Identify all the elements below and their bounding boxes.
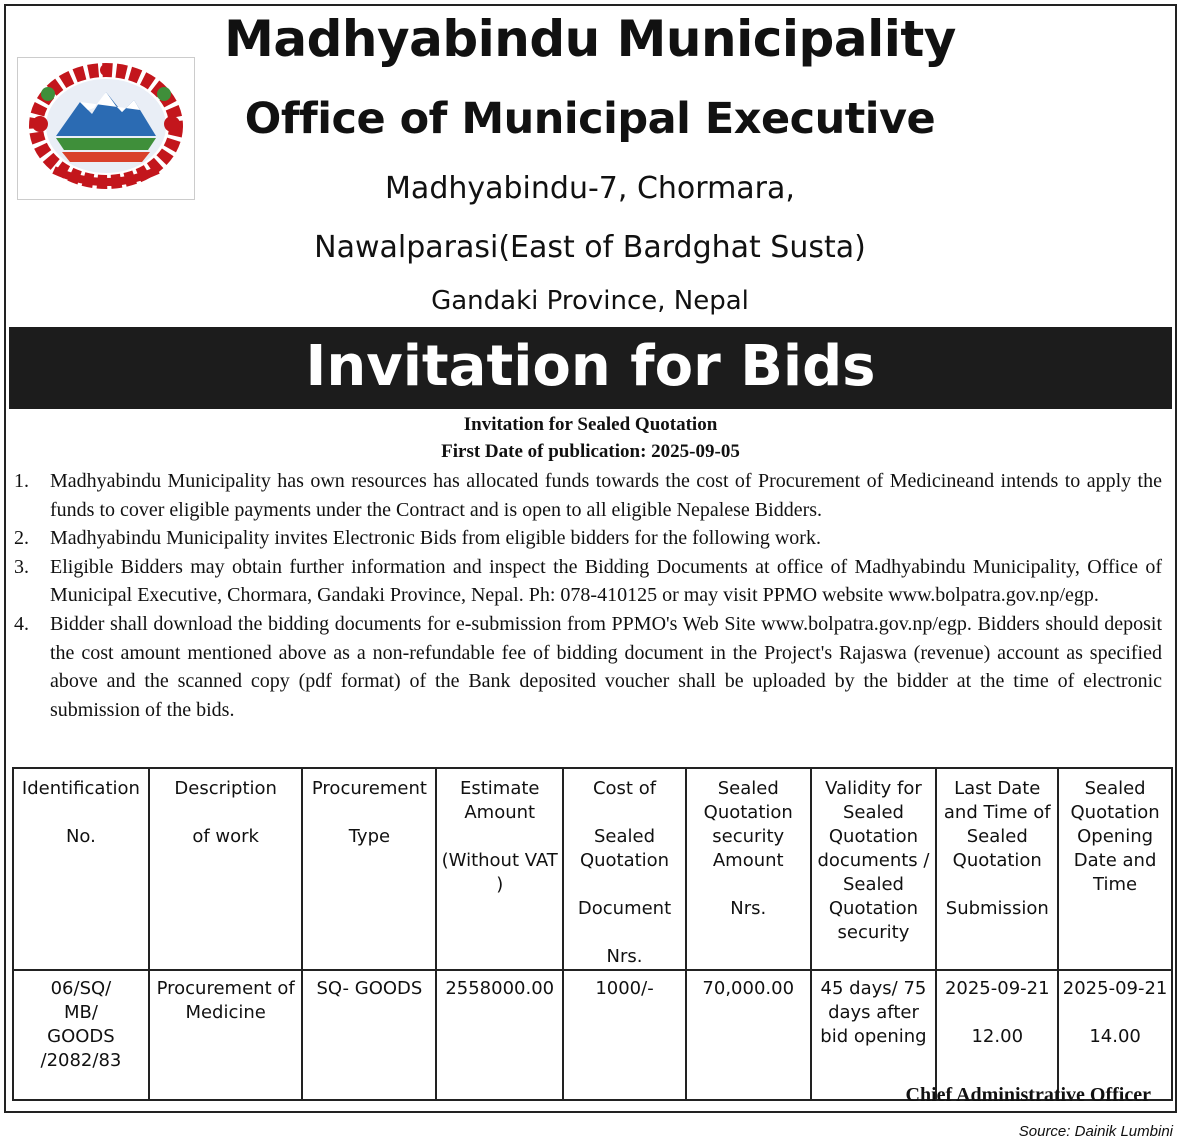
header-opening-date: Sealed Quotation Opening Date and Time <box>1058 768 1172 970</box>
paragraph-item <box>14 610 1162 724</box>
source-credit: Source: Dainik Lumbini <box>1018 1123 1173 1140</box>
notice-subtitle: Invitation for Sealed Quotation <box>463 414 718 435</box>
paragraph-item <box>14 467 1162 524</box>
header-procurement-type: Procurement Type <box>302 768 436 970</box>
header-document-cost: Cost of Sealed Quotation Document Nrs. <box>563 768 686 970</box>
cell-procurement-type: SQ- GOODS <box>302 970 436 1100</box>
cell-identification: 06/SQ/ MB/ GOODS /2082/83 <box>13 970 149 1100</box>
cell-opening-date: 2025-09-21 14.00 <box>1058 970 1172 1100</box>
office-name: Office of Municipal Executive <box>244 94 936 144</box>
paragraph-number: 2. <box>14 527 29 550</box>
paragraph-number: 1. <box>14 470 29 492</box>
signatory-title: Chief Administrative Officer <box>905 1084 1151 1106</box>
header-description: Description of work <box>149 768 303 970</box>
cell-last-date: 2025-09-21 12.00 <box>936 970 1058 1100</box>
cell-validity: 45 days/ 75 days after bid opening <box>811 970 937 1100</box>
bid-details-table <box>12 767 1173 1101</box>
paragraph-text: Madhyabindu Municipality has own resources has allocated funds towards the cost of Procurement of Medicineand intends to apply the funds to cover eligible payments under the Contract and is open to all eligible Nepalese Bidders. <box>50 470 1162 521</box>
cell-document-cost: 1000/- <box>563 970 686 1100</box>
cell-estimate-amount: 2558000.00 <box>436 970 563 1100</box>
table-row <box>13 970 1172 1100</box>
paragraph-text: Madhyabindu Municipality invites Electronic Bids from eligible bidders for the following work. <box>50 527 821 550</box>
paragraph-number: 4. <box>14 612 29 635</box>
paragraph-number: 3. <box>14 555 29 578</box>
header-estimate-amount: Estimate Amount (Without VAT ) <box>436 768 563 970</box>
address-line-3: Gandaki Province, Nepal <box>431 286 749 316</box>
address-line-1: Madhyabindu-7, Chormara, <box>385 171 795 206</box>
paragraph-text: Bidder shall download the bidding documents for e-submission from PPMO's Web Site www.bolpatra.gov.np/egp. Bidders should deposit the cost amount mentioned above as a non-refundable fee of bidding document in the Project's Rajaswa (revenue) account as specified above and the scanned copy (pdf format) of the Bank deposited voucher shall be uploaded by the bidder at the time of electronic submission of the bids. <box>50 612 1162 721</box>
invitation-banner: Invitation for Bids <box>9 327 1172 409</box>
paragraph-item <box>14 524 1162 553</box>
municipality-name: Madhyabindu Municipality <box>224 10 956 68</box>
publication-date: First Date of publication: 2025-09-05 <box>441 441 740 462</box>
notice-paragraphs <box>14 467 1162 724</box>
cell-security-amount: 70,000.00 <box>686 970 811 1100</box>
table-header-row <box>13 768 1172 970</box>
paragraph-item <box>14 553 1162 610</box>
cell-description: Procurement of Medicine <box>149 970 303 1100</box>
header-last-date: Last Date and Time of Sealed Quotation Submission <box>936 768 1058 970</box>
address-line-2: Nawalparasi(East of Bardghat Susta) <box>314 230 866 265</box>
header-validity: Validity for Sealed Quotation documents / Sealed Quotation security <box>811 768 937 970</box>
paragraph-text: Eligible Bidders may obtain further information and inspect the Bidding Documents at office of Madhyabindu Municipality, Office of Municipal Executive, Chormara, Gandaki Province, Nepal. Ph: 078-410125 or may visit PPMO website www.bolpatra.gov.np/egp. <box>50 555 1162 607</box>
header-identification: Identification No. <box>13 768 149 970</box>
header-security-amount: Sealed Quotation security Amount Nrs. <box>686 768 811 970</box>
